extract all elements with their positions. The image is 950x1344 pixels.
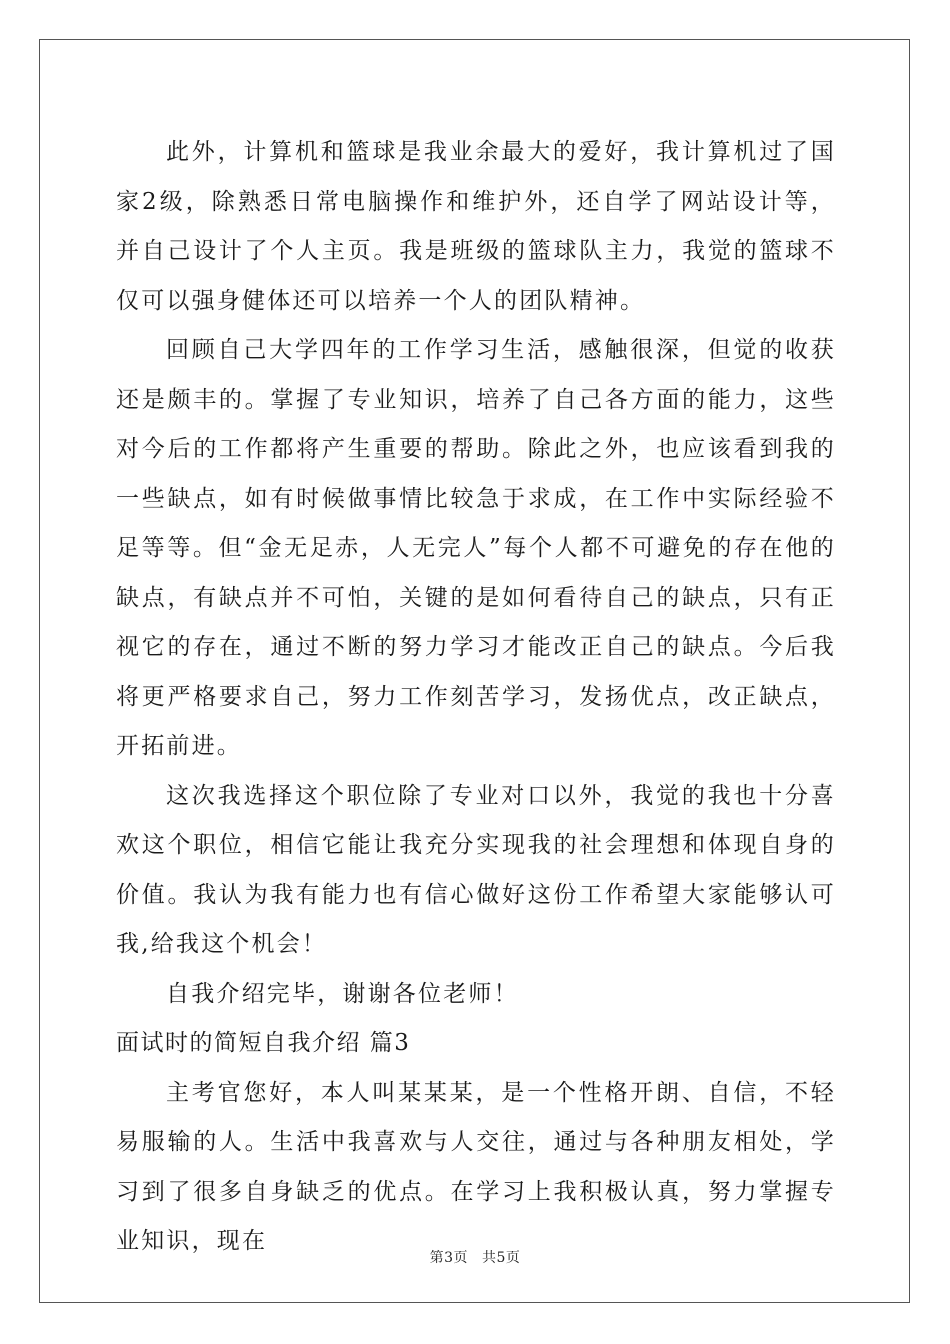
paragraph-review: 回顾自己大学四年的工作学习生活，感触很深，但觉的收获还是颇丰的。掌握了专业知识，培养了自己各方面的能力，这些对今后的工作都将产生重要的帮助。除此之外，也应该看到我的一些缺点，如有时候做事情比较急于求成，在工作中实际经验不足等等。但“金无足赤，人无完人”每个人都不可避免的存在他的缺点，有缺点并不可怕，关键的是如何看待自己的缺点，只有正视它的存在，通过不断的努力学习才能改正自己的缺点。今后我将更严格要求自己，努力工作刻苦学习，发扬优点，改正缺点，开拓前进。 (116, 337, 836, 759)
page-footer (0, 1247, 950, 1267)
page-total: 共5页 (482, 1250, 521, 1266)
document-body (116, 128, 836, 1267)
paragraph-hobbies: 此外，计算机和篮球是我业余最大的爱好，我计算机过了国家2级，除熟悉日常电脑操作和维护外，还自学了网站设计等，并自己设计了个人主页。我是班级的篮球队主力，我觉的篮球不仅可以强身健体还可以培养一个人的团队精神。 (116, 139, 836, 314)
paragraph-closing: 自我介绍完毕，谢谢各位老师！ (166, 980, 519, 1007)
paragraph-intro-3: 主考官您好，本人叫某某某，是一个性格开朗、自信，不轻易服输的人。生活中我喜欢与人交往，通过与各种朋友相处，学习到了很多自身缺乏的优点。在学习上我积极认真，努力掌握专业知识，现在 (116, 1079, 836, 1254)
section-heading: 面试时的简短自我介绍 篇3 (116, 1030, 411, 1056)
paragraph-position: 这次我选择这个职位除了专业对口以外，我觉的我也十分喜欢这个职位，相信它能让我充分实现我的社会理想和体现自身的价值。我认为我有能力也有信心做好这份工作希望大家能够认可我,给我这个机会！ (116, 782, 836, 957)
page-number: 第3页 (429, 1250, 468, 1266)
